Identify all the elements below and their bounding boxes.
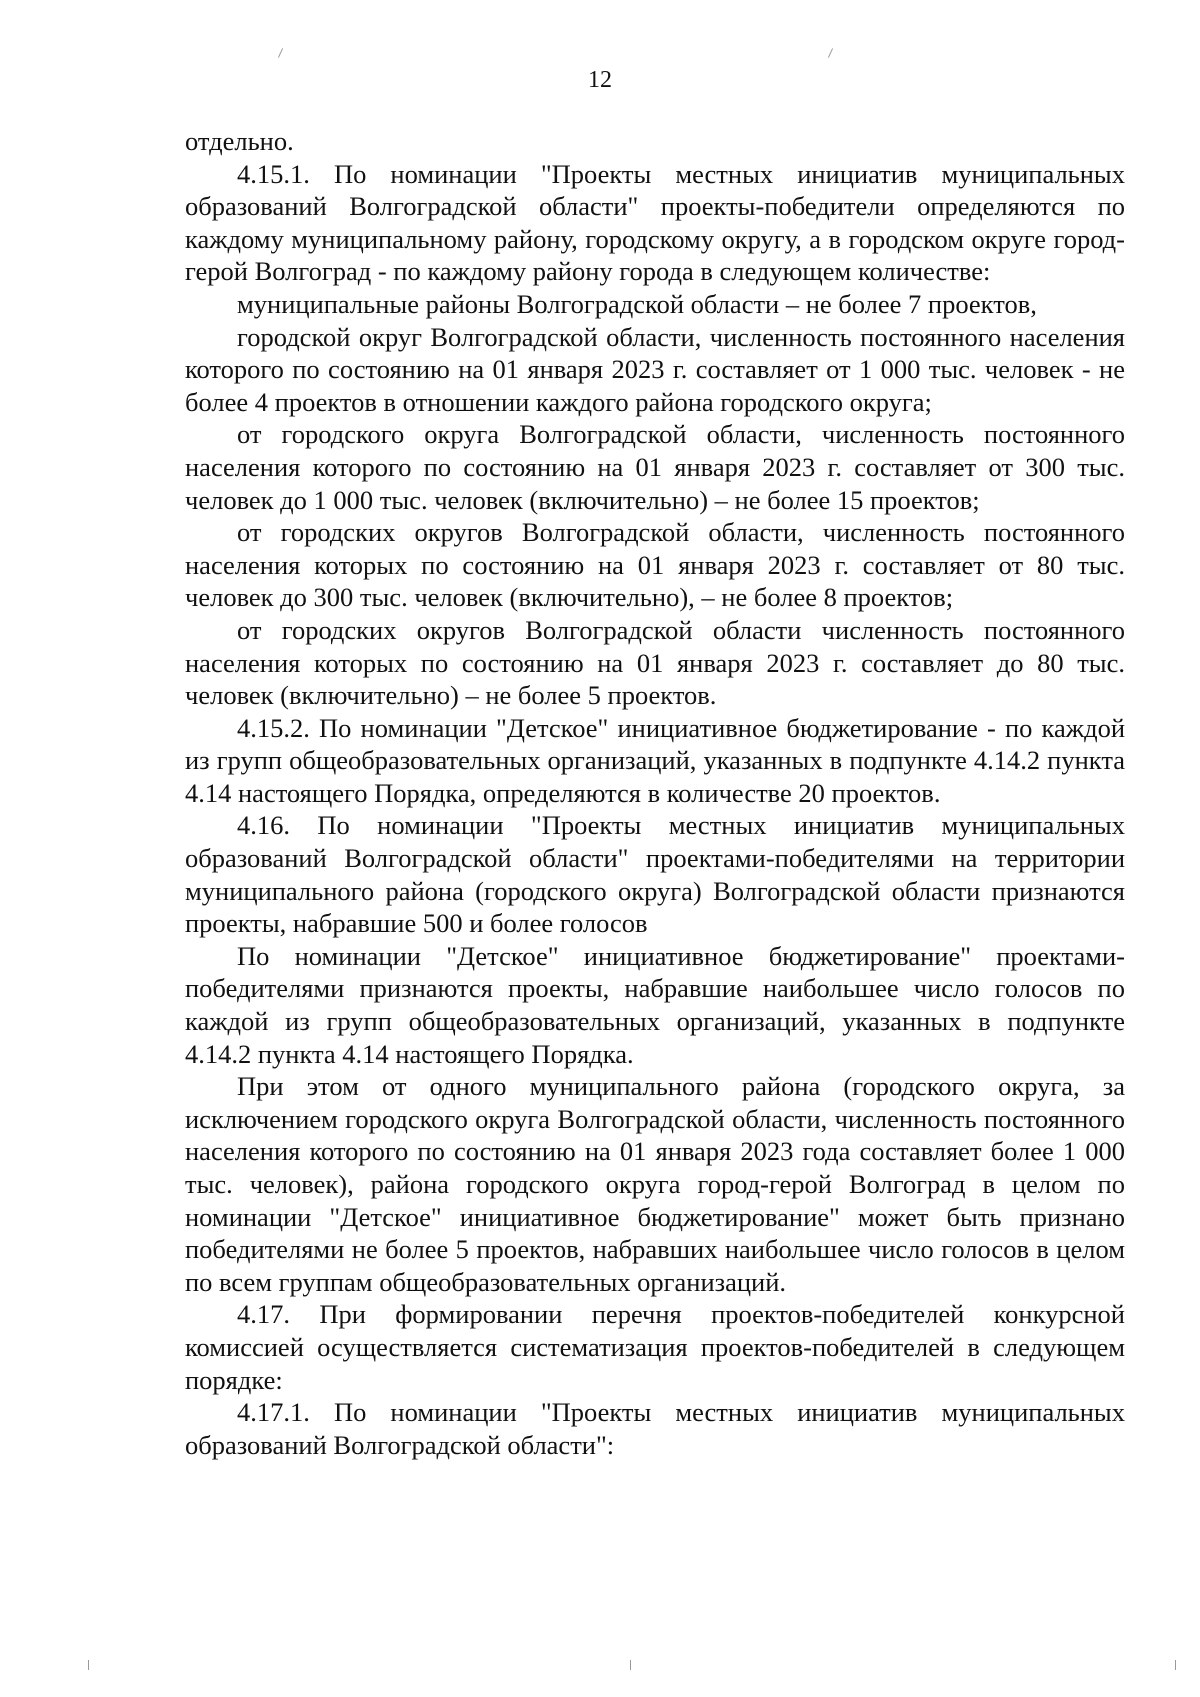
scan-mark <box>278 48 283 57</box>
document-body <box>185 125 1125 1461</box>
paragraph: 4.17.1. По номинации "Проекты местных инициатив муниципальных образований Волгоградской области": <box>185 1397 1125 1460</box>
paragraph: 4.17. При формировании перечня проектов-победителей конкурсной комиссией осуществляется систематизация проектов-победителей в следующем порядке: <box>185 1299 1125 1395</box>
paragraph: от городских округов Волгоградской области, численность постоянного населения которых по состоянию на 01 января 2023 г. составляет от 80 тыс. человек до 300 тыс. человек (включительно), – не более 8 проектов; <box>185 517 1125 613</box>
paragraph: городской округ Волгоградской области, численность постоянного населения которого по состоянию на 01 января 2023 г. составляет от 1 000 тыс. человек - не более 4 проектов в отношении каждого района городского округа; <box>185 321 1125 417</box>
paragraph: от городских округов Волгоградской области численность постоянного населения которых по состоянию на 01 января 2023 г. составляет до 80 тыс. человек (включительно) – не более 5 проектов. <box>185 614 1125 711</box>
scan-mark <box>828 48 833 57</box>
paragraph: 4.15.1. По номинации "Проекты местных инициатив муниципальных образований Волгоградской области" проекты-победители определяются по каждому муниципальному району, городскому округу, а в городском округе город-герой Волгоград - по каждому району города в следующем количестве: <box>185 158 1125 287</box>
paragraph: При этом от одного муниципального района (городского округа, за исключением городского округа Волгоградской области, численность постоянного населения которого по состоянию на 01 января 2023 года составляет более 1 000 тыс. человек), района городского округа город-герой Волгоград в целом по номинации "Детское" инициативное бюджетирование" может быть признано победителями не более 5 проектов, набравших наибольшее число голосов в целом по всем группам общеобразовательных организаций. <box>185 1071 1125 1297</box>
page-number: 12 <box>588 67 612 93</box>
paragraph: 4.16. По номинации "Проекты местных инициатив муниципальных образований Волгоградской области" проектами-победителями на территории муниципального района (городского округа) Волгоградской области признаются проекты, набравшие 500 и более голосов <box>185 810 1125 939</box>
paragraph: муниципальные районы Волгоградской области – не более 7 проектов, <box>237 288 1037 319</box>
paragraph: По номинации "Детское" инициативное бюджетирование" проектами-победителями признаются проекты, набравшие наибольшее число голосов по каждой из групп общеобразовательных организаций, указанных в подпункте 4.14.2 пункта 4.14 настоящего Порядка. <box>185 940 1125 1069</box>
scan-mark <box>1175 1660 1176 1670</box>
paragraph: от городского округа Волгоградской области, численность постоянного населения которого по состоянию на 01 января 2023 г. составляет от 300 тыс. человек до 1 000 тыс. человек (включительно) – не более 15 проектов; <box>185 419 1125 515</box>
paragraph: 4.15.2. По номинации "Детское" инициативное бюджетирование - по каждой из групп общеобразовательных организаций, указанных в подпункте 4.14.2 пункта 4.14 настоящего Порядка, определяются в количестве 20 проектов. <box>185 712 1125 808</box>
scan-mark <box>630 1660 631 1670</box>
scan-mark <box>88 1660 89 1670</box>
paragraph: отдельно. <box>185 126 294 156</box>
